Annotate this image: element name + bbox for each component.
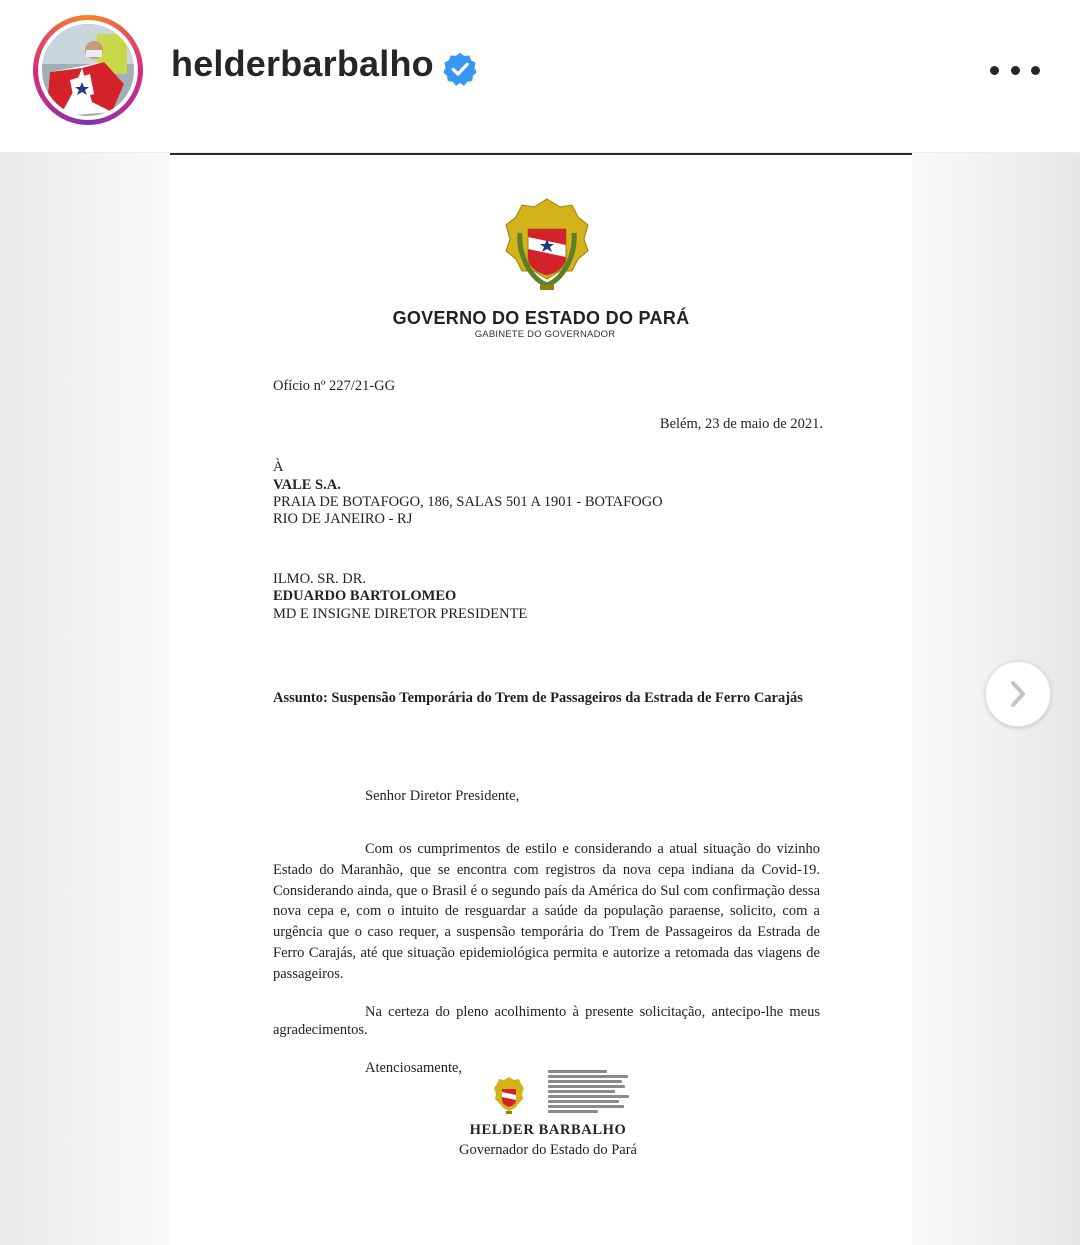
dot-icon [1011, 66, 1020, 75]
story-ring[interactable] [33, 15, 143, 125]
signature-seal-icon [493, 1075, 525, 1117]
address-line: RIO DE JANEIRO - RJ [273, 511, 413, 527]
post-media[interactable] [0, 153, 1080, 1245]
dot-icon [990, 66, 999, 75]
oficio-number: Ofício nº 227/21-GG [273, 378, 396, 394]
avatar-photo-icon [42, 24, 134, 116]
recipient-title: ILMO. SR. DR. [273, 571, 367, 587]
post-header [0, 0, 1080, 153]
more-options-button[interactable] [990, 50, 1040, 90]
verified-badge-icon [442, 51, 478, 87]
letterhead-subtitle: GABINETE DO GOVERNADOR [474, 329, 616, 340]
letter-subject: Assunto: Suspensão Temporária do Trem de Passageiros da Estrada de Ferro Carajás [273, 690, 803, 706]
address-line: PRAIA DE BOTAFOGO, 186, SALAS 501 A 1901 - BOTAFOGO [273, 494, 663, 510]
address-to: À [273, 459, 284, 475]
digital-signature-stamp [548, 1070, 632, 1113]
next-slide-button[interactable] [985, 661, 1051, 727]
avatar[interactable] [42, 24, 134, 116]
signatory-role: Governador do Estado do Pará [459, 1142, 637, 1158]
signatory-name: HELDER BARBALHO [469, 1122, 627, 1138]
closing: Atenciosamente, [365, 1060, 463, 1076]
chevron-right-icon [1005, 679, 1031, 709]
letter-document [170, 155, 912, 1245]
recipient-role: MD E INSIGNE DIRETOR PRESIDENTE [273, 606, 528, 622]
recipient-name: EDUARDO BARTOLOMEO [273, 588, 457, 604]
letterhead-title: GOVERNO DO ESTADO DO PARÁ [392, 308, 690, 328]
address-company: VALE S.A. [273, 477, 341, 493]
username[interactable]: helderbarbalho [171, 43, 434, 84]
salutation: Senhor Diretor Presidente, [365, 788, 520, 804]
body-paragraph: Com os cumprimentos de estilo e considerando a atual situação do vizinho Estado do Maranhão, que se encontra com registros da nova cepa indiana da Covid-19. Considerando ainda, que o Brasil é o segundo país da América do Sul com confirmação dessa nova cepa e, com o intuito de resguardar a saúde da população paraense, solicito, com a urgência que o caso requer, a suspensão temporária do Trem de Passageiros da Estrada de Ferro Carajás, até que situação epidemiológica permita e autorize a retomada das viagens de passageiros. [273, 841, 820, 982]
dot-icon [1031, 66, 1040, 75]
state-coat-of-arms-icon [500, 193, 595, 303]
body-paragraph: Na certeza do pleno acolhimento à presente solicitação, antecipo-lhe meus agradecimentos. [273, 1004, 820, 1038]
blurred-background-left [0, 153, 170, 1245]
letter-date: Belém, 23 de maio de 2021. [659, 416, 823, 432]
